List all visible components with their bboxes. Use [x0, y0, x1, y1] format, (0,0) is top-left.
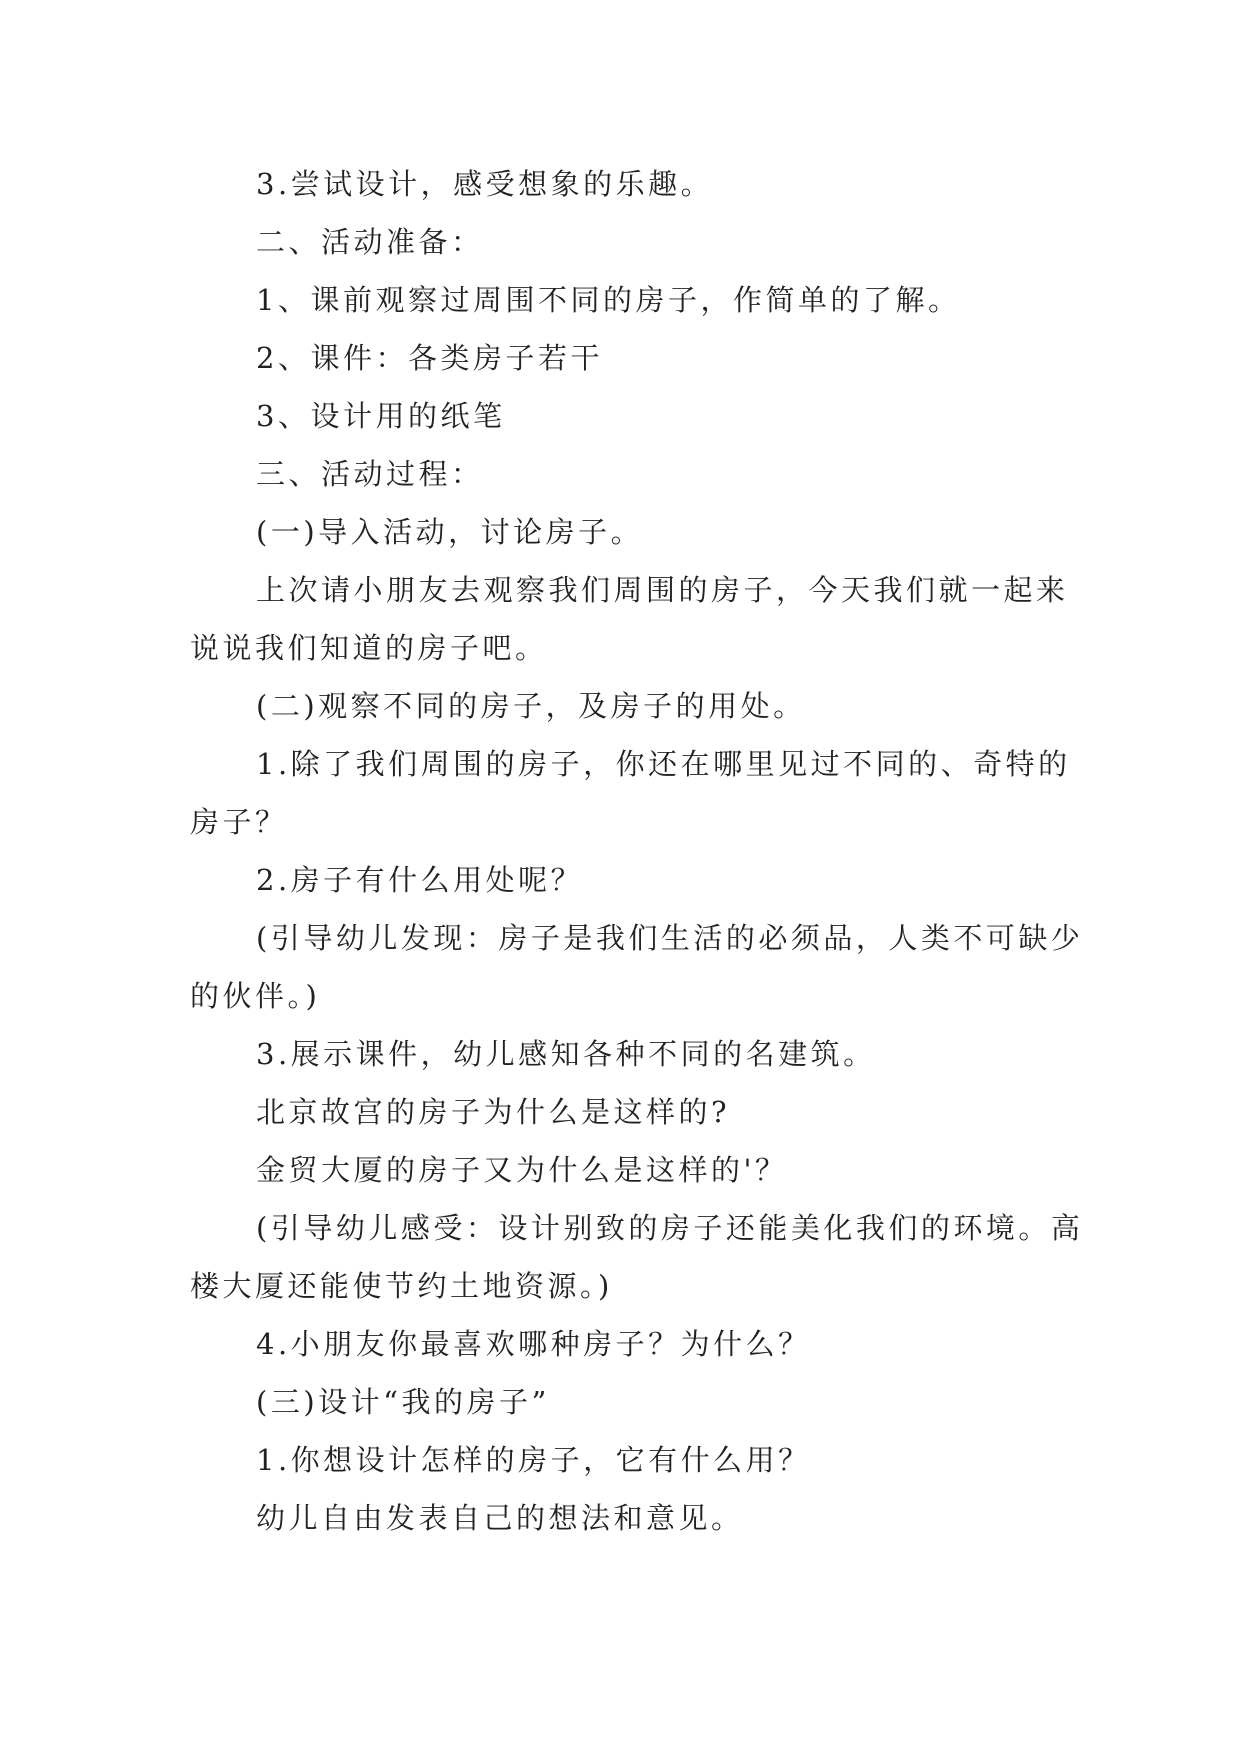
paragraph: (引导幼儿发现：房子是我们生活的必须品，人类不可缺少的伙伴。)	[190, 921, 1084, 1013]
paragraph: 金贸大厦的房子又为什么是这样的'？	[256, 1153, 788, 1187]
subsection-heading: (一)导入活动，讨论房子。	[256, 515, 644, 549]
paragraph: 2.房子有什么用处呢？	[256, 863, 584, 897]
section-heading: 三、活动过程：	[256, 457, 484, 491]
paragraph: (引导幼儿感受：设计别致的房子还能美化我们的环境。高楼大厦还能使节约土地资源。)	[190, 1211, 1084, 1303]
paragraph: 3.展示课件，幼儿感知各种不同的名建筑。	[256, 1037, 876, 1071]
section-heading: 二、活动准备：	[256, 225, 484, 259]
paragraph: 3.尝试设计，感受想象的乐趣。	[256, 167, 714, 201]
subsection-heading: (二)观察不同的房子，及房子的用处。	[256, 689, 806, 723]
document-page	[190, 155, 1090, 1547]
paragraph: 4.小朋友你最喜欢哪种房子？为什么？	[256, 1327, 811, 1361]
paragraph: 北京故宫的房子为什么是这样的?	[256, 1095, 731, 1129]
paragraph: 2、课件：各类房子若干	[256, 341, 603, 375]
paragraph: 3、设计用的纸笔	[256, 399, 506, 433]
paragraph: 1、课前观察过周围不同的房子，作简单的了解。	[256, 283, 961, 317]
subsection-heading: (三)设计“我的房子”	[256, 1385, 550, 1419]
paragraph: 1.除了我们周围的房子，你还在哪里见过不同的、奇特的房子？	[190, 747, 1071, 839]
paragraph: 1.你想设计怎样的房子，它有什么用？	[256, 1443, 811, 1477]
paragraph: 上次请小朋友去观察我们周围的房子，今天我们就一起来说说我们知道的房子吧。	[190, 573, 1069, 665]
paragraph: 幼儿自由发表自己的想法和意见。	[256, 1501, 744, 1535]
